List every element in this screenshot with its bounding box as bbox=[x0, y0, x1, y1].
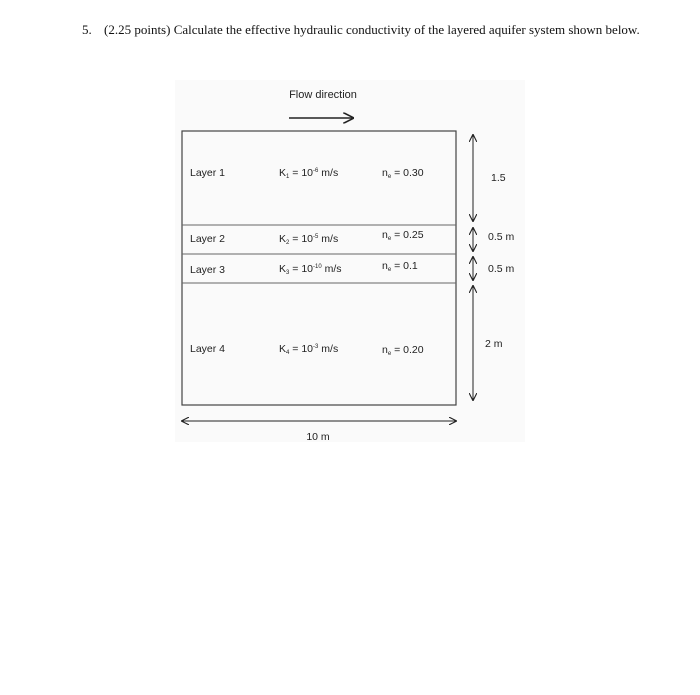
question-number: 5. bbox=[82, 22, 92, 37]
layer-3 bbox=[190, 260, 418, 276]
layer-2 bbox=[190, 229, 424, 246]
width-label: 10 m bbox=[306, 431, 330, 442]
layer-1 bbox=[190, 167, 424, 180]
layer-4-conductivity: $K4 = 10^{-3}$ m/s bbox=[279, 343, 339, 356]
layer-2-porosity: ne = 0.25 bbox=[382, 229, 424, 242]
layer-3-thickness: 0.5 m bbox=[488, 263, 515, 275]
layer-4 bbox=[190, 343, 424, 357]
layer-1-conductivity: $K1 = 10^{-6}$ m/s bbox=[279, 167, 339, 180]
aquifer-diagram bbox=[175, 80, 525, 442]
layer-1-porosity: ne = 0.30 bbox=[382, 167, 424, 180]
layer-3-porosity: ne = 0.1 bbox=[382, 260, 418, 273]
layer-2-conductivity: $K2 = 10^{-5}$ m/s bbox=[279, 233, 339, 246]
layer-3-name: Layer 3 bbox=[190, 264, 226, 276]
layer-3-conductivity: $K3 = 10^{-10}$ m/s bbox=[279, 263, 342, 276]
layer-2-name: Layer 2 bbox=[190, 233, 226, 245]
aquifer-figure bbox=[175, 80, 525, 442]
question bbox=[82, 22, 642, 38]
layer-4-porosity: ne = 0.20 bbox=[382, 344, 424, 357]
layer-1-name: Layer 1 bbox=[190, 167, 226, 179]
layer-2-thickness: 0.5 m bbox=[488, 231, 515, 243]
layer-4-thickness: 2 m bbox=[485, 338, 503, 350]
layer-4-name: Layer 4 bbox=[190, 343, 226, 355]
flow-direction-label: Flow direction bbox=[289, 89, 357, 101]
question-text: (2.25 points) Calculate the effective hydraulic conductivity of the layered aquifer system shown below. bbox=[104, 22, 640, 37]
layer-1-thickness: 1.5 bbox=[491, 172, 506, 184]
